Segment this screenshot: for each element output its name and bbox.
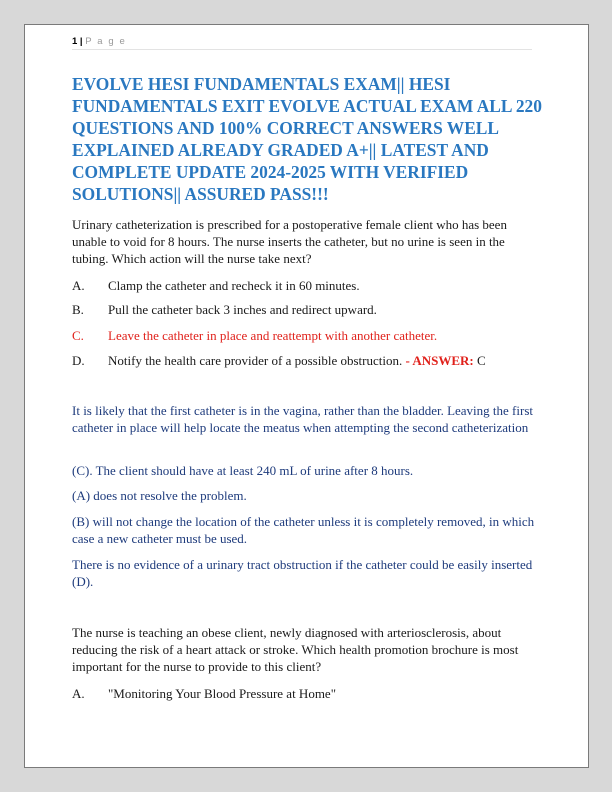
option-letter: D.	[72, 353, 85, 368]
option-letter: A.	[72, 278, 85, 293]
page-number: 1	[72, 36, 78, 47]
question-2-text: The nurse is teaching an obese client, newly diagnosed with arteriosclerosis, about reducing the risk of a heart attack or stroke. Which health promotion brochure is most important for the nurse to provide to this client?	[72, 625, 519, 674]
page-separator: |	[77, 36, 86, 47]
option-text: Pull the catheter back 3 inches and redirect upward.	[108, 302, 377, 317]
explanation-paragraph: (C). The client should have at least 240 mL of urine after 8 hours.	[72, 463, 414, 478]
page-header	[72, 36, 532, 50]
option-letter: C.	[72, 328, 84, 343]
explanation-paragraph: (A) does not resolve the problem.	[72, 488, 247, 503]
document-page	[24, 24, 589, 768]
document-title: EVOLVE HESI FUNDAMENTALS EXAM|| HESI FUNDAMENTALS EXIT EVOLVE ACTUAL EXAM ALL 220 QUESTIONS AND 100% CORRECT ANSWERS WELL EXPLAINED ALREADY GRADED A+|| LATEST AND COMPLETE UPDATE 2024-2025 WITH VERIFIED SOLUTIONS|| ASSURED PASS!!!	[72, 74, 542, 204]
option-letter: B.	[72, 302, 84, 317]
option-text: Clamp the catheter and recheck it in 60 minutes.	[108, 278, 360, 293]
page-label: P a g e	[85, 36, 127, 47]
explanation-paragraph: (B) will not change the location of the catheter unless it is completely removed, in which case a new catheter must be used.	[72, 514, 535, 546]
option-text: Leave the catheter in place and reattempt with another catheter.	[108, 328, 438, 343]
option-letter: A.	[72, 686, 85, 701]
explanation-paragraph: There is no evidence of a urinary tract obstruction if the catheter could be easily inserted (D).	[72, 557, 533, 589]
answer-value: C	[473, 353, 486, 368]
option-text: Notify the health care provider of a possible obstruction. - ANSWER: C	[108, 353, 486, 368]
answer-label: - ANSWER:	[402, 353, 474, 368]
option-text: "Monitoring Your Blood Pressure at Home"	[108, 686, 337, 701]
question-1-text: Urinary catheterization is prescribed for a postoperative female client who has been unable to void for 8 hours. The nurse inserts the catheter, but no urine is seen in the tubing. Which action will the nurse take next?	[72, 217, 507, 266]
explanation-paragraph: It is likely that the first catheter is in the vagina, rather than the bladder. Leaving the first catheter in place will help locate the meatus when attempting the second catheterization	[72, 403, 533, 435]
